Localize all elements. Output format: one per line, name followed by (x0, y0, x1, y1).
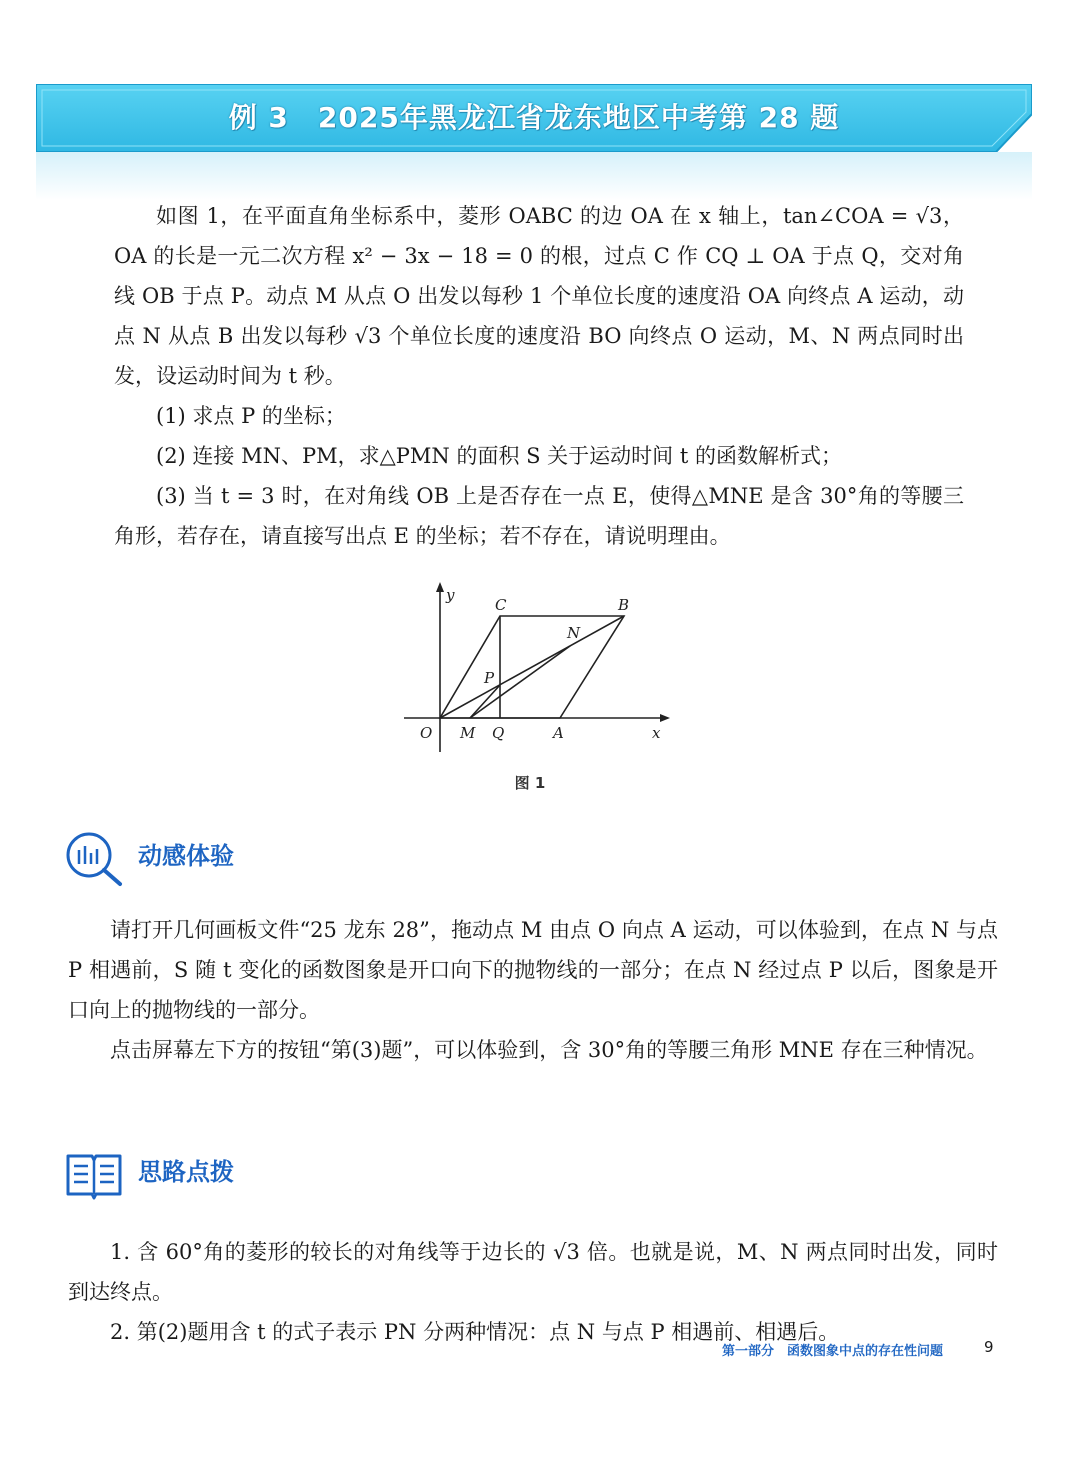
title-banner (36, 84, 1032, 152)
segment-pm (470, 685, 500, 718)
label-p: P (484, 669, 495, 687)
x-axis-arrow (660, 714, 670, 722)
label-x: x (652, 724, 661, 742)
figure-caption: 图 1 (514, 774, 546, 792)
label-m: M (460, 724, 476, 742)
label-c: C (495, 596, 507, 614)
question-1: (1) 求点 P 的坐标； (156, 404, 346, 428)
figure-1 (398, 580, 678, 764)
section-dynamic-experience-body (68, 910, 998, 1070)
dynamic-experience-paragraph-2: 点击屏幕左下方的按钮“第(3)题”，可以体验到，含 30°角的等腰三角形 MNE 存在三种情况。 (110, 1038, 988, 1062)
dynamic-experience-paragraph-1: 请打开几何画板文件“25 龙东 28”，拖动点 M 由点 O 向点 A 运动，可以体验到，在点 N 与点 P 相遇前，S 随 t 变化的函数图象是开口向下的抛物线的一部分；在点 N 经过点 P 以后，图象是开口向上的抛物线的一部分。 (68, 918, 998, 1022)
diagonal-ob (440, 616, 624, 718)
running-footer: 第一部分 函数图象中点的存在性问题 (722, 1344, 944, 1359)
question-3: (3) 当 t = 3 时，在对角线 OB 上是否存在一点 E，使得△MNE 是含 30°角的等腰三角形，若存在，请直接写出点 E 的坐标；若不存在，请说明理由。 (114, 484, 964, 548)
label-n: N (567, 624, 581, 642)
hint-1: 1. 含 60°角的菱形的较长的对角线等于边长的 √3 倍。也就是说，M、N 两点同时出发，同时到达终点。 (68, 1240, 998, 1304)
label-b: B (618, 596, 630, 614)
page-title: 例 3 2025年黑龙江省龙东地区中考第 28 题 (228, 101, 840, 134)
open-book-icon (62, 1144, 126, 1204)
page-number: 9 (984, 1338, 994, 1356)
chart-magnifier-icon (62, 828, 126, 888)
label-q: Q (492, 724, 505, 742)
section-dynamic-experience-label: 动感体验 (138, 842, 234, 870)
label-a: A (553, 724, 564, 742)
problem-stem: 如图 1，在平面直角坐标系中，菱形 OABC 的边 OA 在 x 轴上，tan∠COA = √3，OA 的长是一元二次方程 x² − 3x − 18 = 0 的根，过点 C 作 CQ ⊥ OA 于点 Q，交对角线 OB 于点 P。动点 M 从点 O 出发以每秒 1 个单位长度的速度沿 OA 向终点 A 运动，动点 N 从点 B 出发以每秒 √3 个单位长度的速度沿 BO 向终点 O 运动，M、N 两点同时出发，设运动时间为 t 秒。 (114, 204, 964, 388)
question-2: (2) 连接 MN、PM，求△PMN 的面积 S 关于运动时间 t 的函数解析式； (156, 444, 842, 468)
hint-2: 2. 第(2)题用含 t 的式子表示 PN 分两种情况：点 N 与点 P 相遇前、相遇后。 (110, 1320, 840, 1344)
problem-block (114, 196, 964, 556)
section-hints-label: 思路点拨 (138, 1158, 234, 1186)
label-y: y (446, 586, 455, 604)
y-axis-arrow (436, 582, 444, 592)
section-dynamic-experience (62, 828, 234, 888)
section-hints (62, 1144, 234, 1204)
section-hints-body (68, 1232, 998, 1352)
title-fade (36, 152, 1032, 200)
label-o: O (420, 724, 433, 742)
geometry-diagram (398, 580, 678, 760)
